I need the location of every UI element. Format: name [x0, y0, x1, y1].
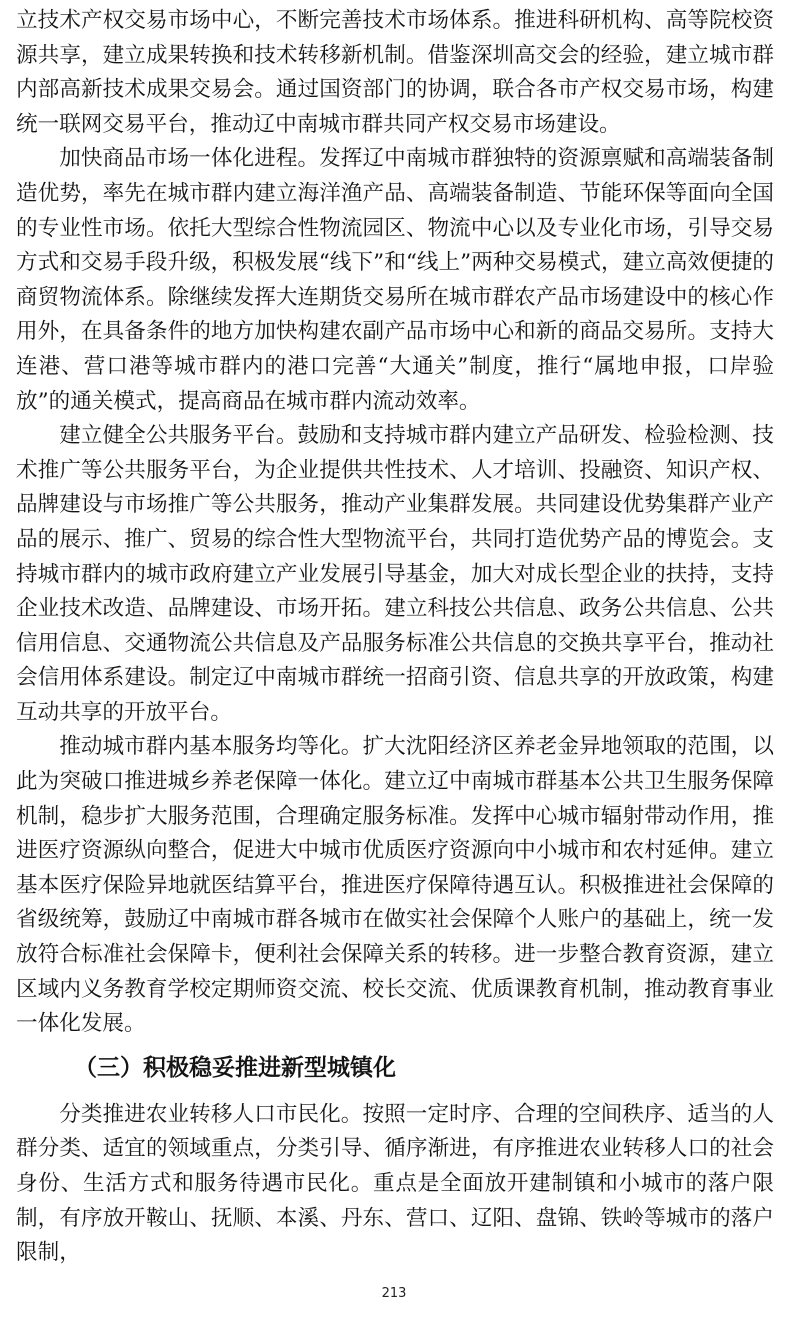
paragraph-basic-service-equalization: 推动城市群内基本服务均等化。扩大沈阳经济区养老金异地领取的范围，以此为突破口推进城乡养老保障一体化。建立辽中南城市群基本公共卫生服务保障机制，稳步扩大服务范围，合理确定服务标准。发挥中心城市辐射带动作用，推进医疗资源纵向整合，促进大中城市优质医疗资源向中小城市和农村延伸。建立基本医疗保险异地就医结算平台，推进医疗保障待遇互认。积极推进社会保障的省级统筹，鼓励辽中南城市群各城市在做实社会保障个人账户的基础上，统一发放符合标准社会保障卡，便利社会保障关系的转移。进一步整合教育资源，建立区域内义务教育学校定期师资交流、校长交流、优质课教育机制，推动教育事业一体化发展。 [16, 734, 774, 1037]
paragraph-public-service-platform: 建立健全公共服务平台。鼓励和支持城市群内建立产品研发、检验检测、技术推广等公共服务平台，为企业提供共性技术、人才培训、投融资、知识产权、品牌建设与市场推广等公共服务，推动产业集群发展。共同建设优势集群产业产品的展示、推广、贸易的综合性大型物流平台，共同打造优势产品的博览会。支持城市群内的城市政府建立产业发展引导基金，加大对成长型企业的扶持，支持企业技术改造、品牌建设、市场开拓。建立科技公共信息、政务公共信息、公共信用信息、交通物流公共信息及产品服务标准公共信息的交换共享平台，推动社会信用体系建设。制定辽中南城市群统一招商引资、信息共享的开放政策，构建互动共享的开放平台。 [16, 423, 774, 725]
paragraph-technology-market: 立技术产权交易市场中心，不断完善技术市场体系。推进科研机构、高等院校资源共享，建立成果转换和技术转移新机制。借鉴深圳高交会的经验，建立城市群内部高新技术成果交易会。通过国资部门的协调，联合各市产权交易市场，构建统一联网交易平台，推动辽中南城市群共同产权交易市场建设。 [16, 8, 774, 137]
page-number: 213 [381, 1286, 407, 1301]
paragraph-commodity-market: 加快商品市场一体化进程。发挥辽中南城市群独特的资源禀赋和高端装备制造优势，率先在城市群内建立海洋渔产品、高端装备制造、节能环保等面向全国的专业性市场。依托大型综合性物流园区、物流中心以及专业化市场，引导交易方式和交易手段升级，积极发展“线下”和“线上”两种交易模式，建立高效便捷的商贸物流体系。除继续发挥大连期货交易所在城市群农产品市场建设中的核心作用外，在具备条件的地方加快构建农副产品市场中心和新的商品交易所。支持大连港、营口港等城市群内的港口完善“大通关”制度，推行“属地申报，口岸验放”的通关模式，提高商品在城市群内流动效率。 [16, 146, 774, 414]
paragraph-urbanization: 分类推进农业转移人口市民化。按照一定时序、合理的空间秩序、适当的人群分类、适宜的领域重点，分类引导、循序渐进，有序推进农业转移人口的社会身份、生活方式和服务待遇市民化。重点是全面放开建制镇和小城市的落户限制，有序放开鞍山、抚顺、本溪、丹东、营口、辽阳、盘锦、铁岭等城市的落户限制， [16, 1101, 774, 1266]
section-heading: （三）积极稳妥推进新型城镇化 [74, 1054, 396, 1081]
